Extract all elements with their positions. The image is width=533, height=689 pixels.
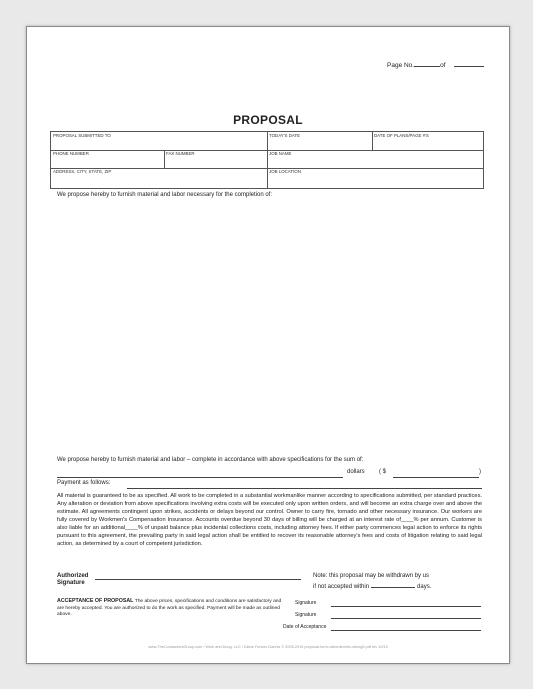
withdraw-note-line1: Note: this proposal may be withdrawn by us [313, 573, 430, 579]
terms-paragraph: All material is guaranteed to be as specified. All work to be completed in a substantial workmanlike manner according to specifications submitted, per standard practices. Any alteration or deviation from above specifications involving extra costs will be executed only upon written orders, and will become an extra charge over and above the estimate. All agreements contingent upon strikes, accidents or delays beyond our control. Owner to carry fire, tornado and other necessary insurance. Our workers are fully covered by Workmen's Compensation Insurance. Accounts overdue beyond 30 days of billing will be charged at an interest rate of____% per annum. Customer is also liable for an additional____% of unpaid balance plus incidental collections costs, including attorney fees. If either party commences legal action to enforce its rights pursuant to this agreement, the prevailing party in said legal action shall be entitled to recover its reasonable attorney's fees and costs of litigation relating to said legal action, as determined by a court of competent jurisdiction. [57, 493, 482, 547]
withdraw-note [313, 572, 431, 591]
todays-date-label: TODAY'S DATE [269, 133, 301, 138]
job-location-label: JOB LOCATION [269, 169, 301, 174]
date-of-plans-label: DATE OF PLANS/PAGE #'S [374, 133, 429, 138]
submitted-to-field[interactable] [51, 132, 267, 150]
address-label: ADDRESS, CITY, STATE, ZIP [53, 169, 112, 174]
authorized-signature-label [57, 573, 88, 587]
job-location-field[interactable] [267, 168, 483, 188]
amount-words-input[interactable] [57, 470, 343, 478]
signature-1-label: Signature [295, 600, 317, 606]
authorized-line1: Authorized [57, 573, 89, 579]
authorized-line2: Signature [57, 580, 85, 586]
fax-number-field[interactable] [164, 150, 267, 168]
page-number-field [387, 59, 484, 69]
dollars-label: dollars [347, 469, 365, 475]
signature-2-input[interactable] [331, 618, 481, 619]
page-no-label: Page No. [387, 62, 415, 69]
withdraw-prefix: if not accepted within [313, 584, 370, 590]
dollar-paren-close: ) [479, 469, 481, 475]
todays-date-field[interactable] [267, 132, 372, 150]
payment-row [57, 480, 482, 490]
signature-1-input[interactable] [331, 606, 481, 607]
phone-number-field[interactable] [51, 150, 164, 168]
submitted-to-label: PROPOSAL SUBMITTED TO [53, 133, 111, 138]
acceptance-block [57, 598, 287, 619]
job-name-field[interactable] [267, 150, 483, 168]
of-label: of [440, 62, 446, 69]
job-name-label: JOB NAME [269, 151, 292, 156]
acceptance-text: The above prices, specifications and conditions are satisfactory and are hereby accepted. You are authorized to do the work as specified. Payment will be made as outlined above. [57, 599, 282, 617]
proposal-sheet [26, 26, 510, 664]
date-of-plans-field[interactable] [372, 132, 483, 150]
authorized-signature-input[interactable] [95, 579, 301, 580]
page-title: PROPOSAL [233, 113, 303, 127]
header-fields-grid [50, 131, 484, 189]
acceptance-heading: ACCEPTANCE OF PROPOSAL [57, 598, 134, 604]
work-description-area[interactable] [57, 202, 482, 447]
page-total-input[interactable] [454, 59, 484, 67]
fax-number-label: FAX NUMBER [166, 151, 195, 156]
work-description-intro: We propose hereby to furnish material and labor necessary for the completion of: [57, 192, 273, 198]
withdraw-suffix: days. [417, 584, 432, 590]
footer-credit: www.TheContractorsGroup.com / Work and Doug, LLC / Diane Forster-Gannis © 2005-2015 proposal-form-vdbordenmfc-wkreg5.pdf rev 10/15 [148, 645, 388, 649]
date-of-acceptance-label: Date of Acceptance [283, 624, 327, 630]
withdraw-note-line2 [313, 580, 431, 591]
dollar-paren-open: ( $ [379, 469, 387, 475]
phone-number-label: PHONE NUMBER [53, 151, 89, 156]
page-no-input[interactable] [414, 59, 440, 67]
address-field[interactable] [51, 168, 267, 188]
date-of-acceptance-input[interactable] [331, 630, 481, 631]
payment-terms-input[interactable] [127, 481, 482, 489]
dollars-row [57, 469, 482, 479]
withdraw-days-input[interactable] [371, 580, 415, 588]
amount-figure-input[interactable] [393, 470, 479, 478]
signature-2-label: Signature [295, 612, 317, 618]
payment-label: Payment as follows: [57, 480, 111, 486]
sum-statement: We propose hereby to furnish material and labor – complete in accordance with above specifications for the sum of: [57, 457, 364, 463]
